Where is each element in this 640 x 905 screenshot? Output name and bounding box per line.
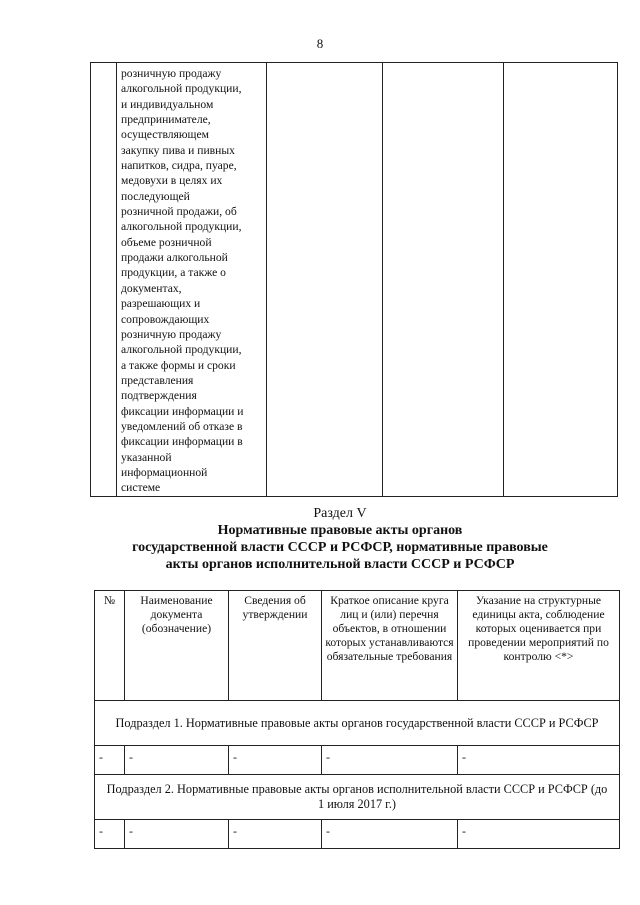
table-cell: - (229, 746, 322, 775)
subsection-row (95, 775, 620, 820)
section-title-line: Нормативные правовые акты органов (217, 523, 463, 538)
acts-table (94, 590, 620, 849)
column-header: № (95, 591, 125, 701)
page-number: 8 (316, 36, 324, 51)
table-cell: - (322, 746, 458, 775)
section-title-line: акты органов исполнительной власти СССР и РСФСР (165, 557, 515, 572)
subsection-title: Подраздел 1. Нормативные правовые акты органов государственной власти СССР и РСФСР (95, 701, 620, 746)
section-label: Раздел V (313, 506, 367, 521)
table-cell: - (458, 746, 620, 775)
table-cell (383, 63, 504, 497)
subsection-row (95, 701, 620, 746)
table-header-row (95, 591, 620, 701)
column-header: Краткое описание круга лиц и (или) перечня объектов, в отношении которых устанавливаются обязательные требования (322, 591, 458, 701)
table-cell: - (125, 820, 229, 849)
table-cell: - (125, 746, 229, 775)
table-cell: - (322, 820, 458, 849)
table-row (95, 746, 620, 775)
table-cell: - (95, 746, 125, 775)
requirement-description: розничную продажу алкогольной продукции, и индивидуальном предпринимателе, осуществляющем закупку пива и пивных напитков, сидра, пуаре, медовухи в целях их последующей розничной продажи, об алкогольной продукции, объеме розничной продажи алкогольной продукции, а также о документах, разрешающих и сопровождающих розничную продажу алкогольной продукции, а также формы и сроки представления подтверждения фиксации информации и уведомлений об отказе в фиксации информации в указанной информационной системе (121, 67, 244, 495)
table-row (95, 820, 620, 849)
table-cell (91, 63, 117, 497)
table-cell: - (95, 820, 125, 849)
column-header: Сведения об утверждении (229, 591, 322, 701)
table-cell (267, 63, 383, 497)
continued-table (90, 62, 618, 497)
section-heading (60, 505, 620, 573)
table-cell (117, 63, 267, 497)
table-cell: - (458, 820, 620, 849)
table-cell (504, 63, 618, 497)
column-header: Указание на структурные единицы акта, соблюдение которых оценивается при проведении мероприятий по контролю <*> (458, 591, 620, 701)
subsection-title: Подраздел 2. Нормативные правовые акты органов исполнительной власти СССР и РСФСР (до 1 июля 2017 г.) (95, 775, 620, 820)
section-title-line: государственной власти СССР и РСФСР, нормативные правовые (132, 540, 548, 555)
column-header: Наименование документа (обозначение) (125, 591, 229, 701)
table-cell: - (229, 820, 322, 849)
table-row (91, 63, 618, 497)
